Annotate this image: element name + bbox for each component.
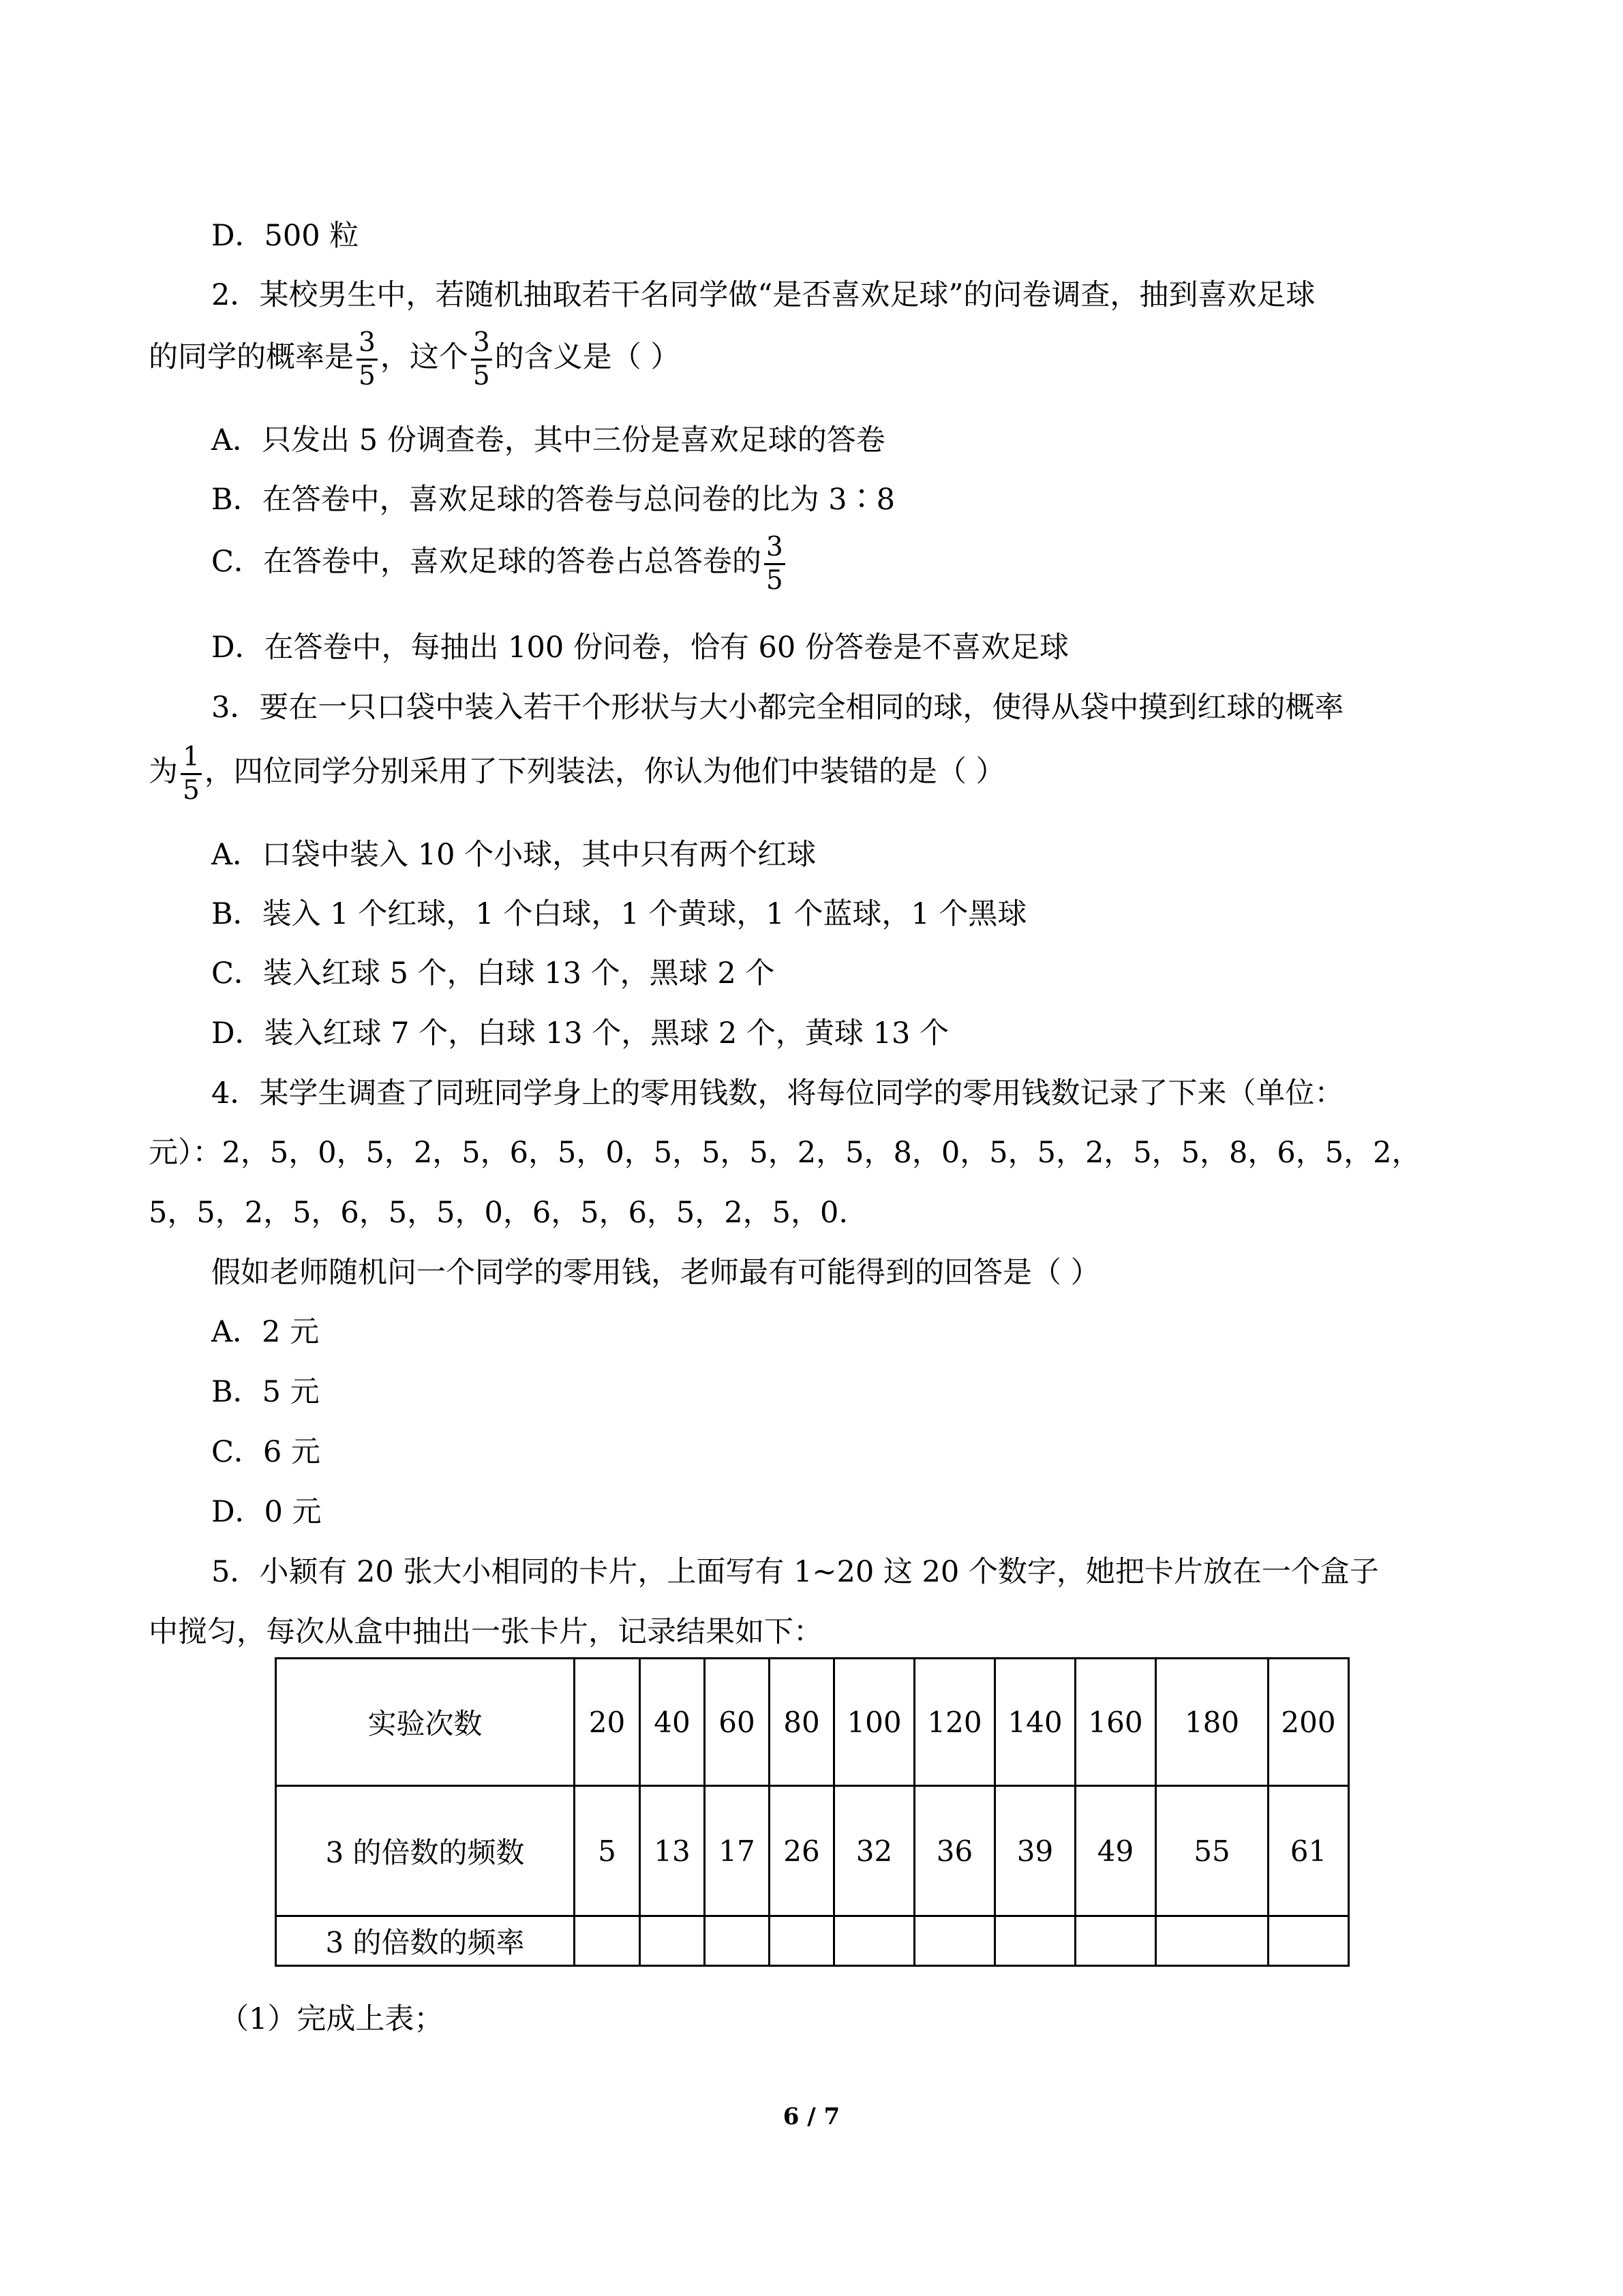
table-cell: 55 <box>1156 1786 1269 1916</box>
q2-option-b: B．在答卷中，喜欢足球的答卷与总问卷的比为 3∶8 <box>211 483 895 517</box>
page-number: 6 / 7 <box>783 2103 840 2130</box>
table-cell: 200 <box>1269 1659 1349 1786</box>
table-cell: 120 <box>915 1659 995 1786</box>
table-cell: 180 <box>1156 1659 1269 1786</box>
table-cell: 60 <box>705 1659 770 1786</box>
table-cell: 39 <box>995 1786 1076 1916</box>
q3-stem-text-a: 为 <box>149 755 178 789</box>
table-cell: 140 <box>995 1659 1076 1786</box>
q4-option-d: D．0 元 <box>211 1495 322 1529</box>
answer-cell[interactable] <box>1269 1916 1349 1966</box>
table-cell: 36 <box>915 1786 995 1916</box>
q2-fraction-2 <box>471 327 492 392</box>
answer-cell[interactable] <box>1156 1916 1269 1966</box>
fraction-numerator: 1 <box>181 742 202 775</box>
q3-stem-text-b: ，四位同学分别采用了下列装法，你认为他们中装错的是（ ） <box>204 755 1005 789</box>
q5-stem-line1: 5．小颖有 20 张大小相同的卡片，上面写有 1~20 这 20 个数字，她把卡片放在一个盒子 <box>211 1555 1379 1589</box>
q4-stem-line3: 5，5，2，5，6，5，5，0，6，5，6，5，2，5，0. <box>149 1196 849 1230</box>
q3-option-d: D．装入红球 7 个，白球 13 个，黑球 2 个，黄球 13 个 <box>211 1016 949 1051</box>
q2-option-c-fraction <box>764 532 785 596</box>
q5-stem-line2: 中搅匀，每次从盒中抽出一张卡片，记录结果如下： <box>149 1615 823 1649</box>
table-row-trials <box>276 1659 1349 1786</box>
table-cell: 49 <box>1076 1786 1156 1916</box>
table-cell: 40 <box>640 1659 705 1786</box>
table-row-frequency <box>276 1916 1349 1966</box>
q4-option-a: A．2 元 <box>211 1315 320 1349</box>
q3-stem-line1: 3．要在一只口袋中装入若干个形状与大小都完全相同的球，使得从袋中摸到红球的概率 <box>211 691 1344 725</box>
q2-stem-text-a: 的同学的概率是 <box>149 340 354 374</box>
table-cell: 32 <box>834 1786 915 1916</box>
table-cell: 100 <box>834 1659 915 1786</box>
fraction-denominator: 5 <box>359 360 376 391</box>
q3-option-a: A．口袋中装入 10 个小球，其中只有两个红球 <box>211 838 817 872</box>
table-row-counts <box>276 1786 1349 1916</box>
answer-cell[interactable] <box>705 1916 770 1966</box>
q4-question: 假如老师随机问一个同学的零用钱，老师最有可能得到的回答是（ ） <box>211 1256 1100 1290</box>
row-label-frequency: 3 的倍数的频率 <box>276 1916 575 1966</box>
fraction-denominator: 5 <box>183 774 200 806</box>
table-cell: 26 <box>770 1786 834 1916</box>
q2-stem-line1: 2．某校男生中，若随机抽取若干名同学做“是否喜欢足球”的问卷调查，抽到喜欢足球 <box>211 278 1316 312</box>
fraction-numerator: 3 <box>357 327 378 361</box>
q4-stem-line1: 4．某学生调查了同班同学身上的零用钱数，将每位同学的零用钱数记录了下来（单位： <box>211 1076 1344 1111</box>
answer-cell[interactable] <box>834 1916 915 1966</box>
table-cell: 20 <box>575 1659 640 1786</box>
fraction-denominator: 5 <box>765 564 783 596</box>
q3-option-b: B．装入 1 个红球，1 个白球，1 个黄球，1 个蓝球，1 个黑球 <box>211 897 1027 931</box>
q5-part-1: （1）完成上表； <box>219 2002 444 2036</box>
q2-option-c <box>211 526 788 597</box>
table-cell: 5 <box>575 1786 640 1916</box>
q4-option-b: B．5 元 <box>211 1375 320 1409</box>
answer-cell[interactable] <box>1076 1916 1156 1966</box>
fraction-denominator: 5 <box>472 360 490 391</box>
table-cell: 17 <box>705 1786 770 1916</box>
table-cell: 13 <box>640 1786 705 1916</box>
q2-option-d: D．在答卷中，每抽出 100 份问卷，恰有 60 份答卷是不喜欢足球 <box>211 631 1069 665</box>
fraction-numerator: 3 <box>764 532 785 565</box>
answer-cell[interactable] <box>995 1916 1076 1966</box>
q2-option-a: A．只发出 5 份调查卷，其中三份是喜欢足球的答卷 <box>211 423 885 457</box>
q4-stem-line2: 元）：2，5，0，5，2，5，6，5，0，5，5，5，2，5，8，0，5，5，2，5，5，8，6，5，2， <box>149 1136 1421 1170</box>
q2-stem-text-b: ，这个 <box>380 340 468 374</box>
answer-cell[interactable] <box>575 1916 640 1966</box>
q2-stem-line2 <box>149 322 680 393</box>
answer-cell[interactable] <box>915 1916 995 1966</box>
answer-cell[interactable] <box>770 1916 834 1966</box>
q2-stem-text-c: 的含义是（ ） <box>494 340 680 374</box>
q3-option-c: C．装入红球 5 个，白球 13 个，黑球 2 个 <box>211 956 775 991</box>
q3-stem-line2 <box>149 736 1005 807</box>
table-cell: 160 <box>1076 1659 1156 1786</box>
table-cell: 80 <box>770 1659 834 1786</box>
row-label-counts: 3 的倍数的频数 <box>276 1786 575 1916</box>
fraction-numerator: 3 <box>471 327 492 361</box>
q2-option-c-text: C．在答卷中，喜欢足球的答卷占总答卷的 <box>211 545 761 579</box>
results-table <box>275 1657 1350 1967</box>
q3-fraction <box>181 742 202 806</box>
q2-fraction-1 <box>357 327 378 392</box>
q1-option-d: D．500 粒 <box>211 219 359 253</box>
table-cell: 61 <box>1269 1786 1349 1916</box>
answer-cell[interactable] <box>640 1916 705 1966</box>
q4-option-c: C．6 元 <box>211 1435 320 1469</box>
row-label-trials: 实验次数 <box>276 1659 575 1786</box>
